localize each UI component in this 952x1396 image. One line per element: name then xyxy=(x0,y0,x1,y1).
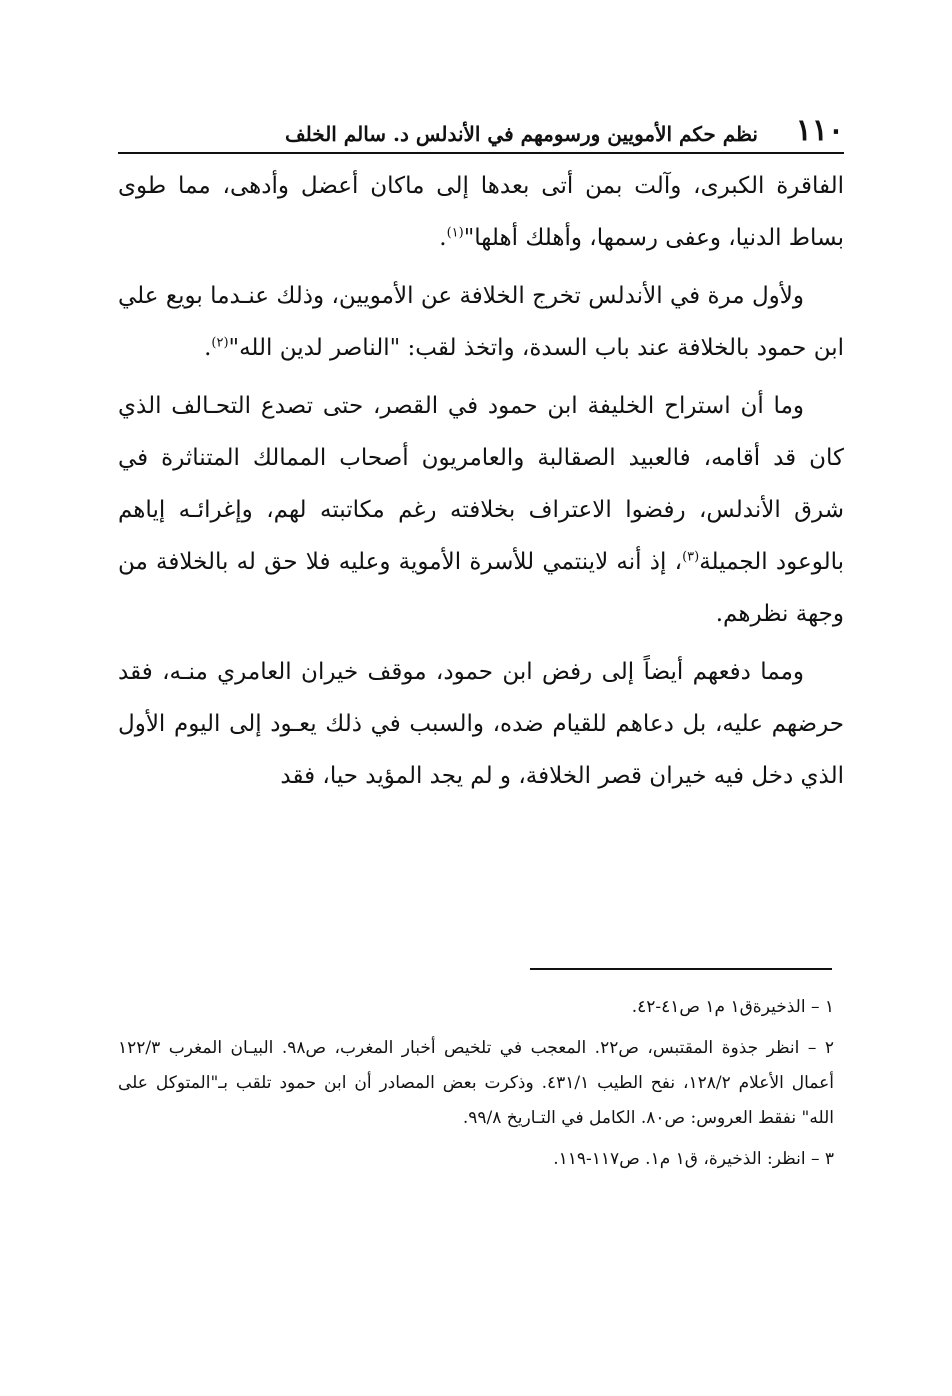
footnote-reference: (١) xyxy=(446,225,464,241)
page-number: ١١٠ xyxy=(795,113,844,148)
body-text xyxy=(118,160,844,808)
paragraph-text: ومما دفعهم أيضاً إلى رفض ابن حمود، موقف خيران العامري منـه، فقد حرضهم عليه، بل دعاهم للقيام ضده، والسبب في ذلك يعـود إلى اليوم الأول الذي دخل فيه خيران قصر الخلافة، و لم يجد المؤيد حيا، فقد xyxy=(118,659,844,789)
paragraph-text: الفاقرة الكبرى، وآلت بمن أتى بعدها إلى ماكان أعضل وأدهى، مما طوى بساط الدنيا، وعفى رسمها، وأهلك أهلها" xyxy=(118,173,844,251)
paragraph-text: ولأول مرة في الأندلس تخرج الخلافة عن الأمويين، وذلك عنـدما بويع علي ابن حمود بالخلافة عند باب السدة، واتخذ لقب: "الناصر لدين الله" xyxy=(118,283,844,361)
paragraph-tail: . xyxy=(439,225,447,251)
running-header xyxy=(118,112,844,154)
footnote-1: ١ – الذخيرةق١ م١ ص٤١-٤٢. xyxy=(631,997,834,1017)
footnote-2: ٢ – انظر جذوة المقتبس، ص٢٢. المعجب في تلخيص أخبار المغرب، ص٩٨. البيـان المغرب ١٢٢/٣ أعمال الأعلام ١٢٨/٢، نفح الطيب ٤٣١/١. وذكرت بعض المصادر أن ابن حمود تلقب بـ"المتوكل على الله" نفقط العروس: ص٨٠. الكامل في التـاريخ ٩٩/٨. xyxy=(118,1038,834,1128)
footnotes xyxy=(118,990,834,1183)
footnote-reference: (٢) xyxy=(211,335,229,351)
footnote-separator xyxy=(530,968,832,970)
paragraph-2 xyxy=(118,270,844,374)
paragraph-3 xyxy=(118,380,844,640)
paragraph-4 xyxy=(118,646,844,802)
footnote-reference: (٣) xyxy=(682,549,700,565)
footnote-3: ٣ – انظر: الذخيرة، ق١ م١. ص١١٧-١١٩. xyxy=(553,1149,834,1169)
paragraph-tail: . xyxy=(204,335,212,361)
running-title: نظم حكم الأمويين ورسومهم في الأندلس د. سالم الخلف xyxy=(284,122,758,146)
paragraph-tail: ، إذ أنه لاينتمي للأسرة الأموية وعليه فلا حق له بالخلافة من وجهة نظرهم. xyxy=(118,549,844,627)
paragraph-text: وما أن استراح الخليفة ابن حمود في القصر، حتى تصدع التحـالف الذي كان قد أقامه، فالعبيد الصقالبة والعامريون أصحاب الممالك المتناثرة في شرق الأندلس، رفضوا الاعتراف بخلافته رغم مكاتبته لهم، وإغرائـه إياهم بالوعود الجميلة xyxy=(118,393,845,575)
paragraph-1 xyxy=(118,160,844,264)
